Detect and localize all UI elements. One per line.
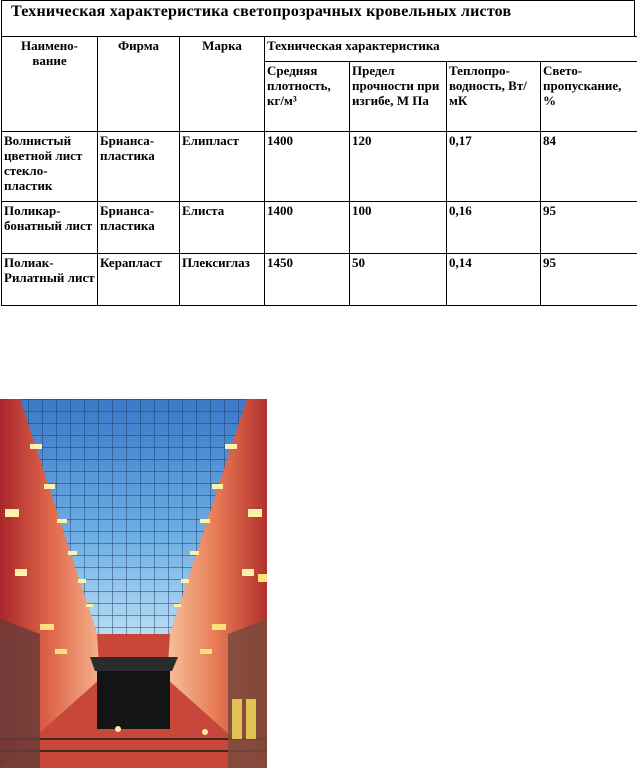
cell-brand: Елиста <box>180 202 265 254</box>
cell-light: 95 <box>541 202 637 254</box>
cell-name: Волнистый цветной лист стекло-пластик <box>2 132 98 202</box>
cell-brand: Елипласт <box>180 132 265 202</box>
cell-name: Поликар-бонатный лист <box>2 202 98 254</box>
header-thermal: Теплопро-водность, Вт/мК <box>447 62 541 132</box>
cell-density: 1450 <box>265 254 350 306</box>
page-title: Техническая характеристика светопрозрачных кровельных листов <box>11 3 512 20</box>
table-row <box>2 202 637 254</box>
cell-strength: 120 <box>350 132 447 202</box>
header-brand: Марка <box>180 37 265 132</box>
cell-light: 95 <box>541 254 637 306</box>
cell-strength: 100 <box>350 202 447 254</box>
cell-strength: 50 <box>350 254 447 306</box>
cell-firm: Брианса-пластика <box>98 202 180 254</box>
header-density: Средняя плотность, кг/м³ <box>265 62 350 132</box>
cell-brand: Плексиглаз <box>180 254 265 306</box>
cell-density: 1400 <box>265 202 350 254</box>
cell-thermal: 0,16 <box>447 202 541 254</box>
header-name: Наимено-вание <box>2 37 98 132</box>
spec-table <box>1 36 637 306</box>
atrium-illustration <box>0 399 267 768</box>
cell-name: Полиак-Рилатный лист <box>2 254 98 306</box>
header-row-1 <box>2 37 637 62</box>
header-firm: Фирма <box>98 37 180 132</box>
cell-firm: Кераплаcт <box>98 254 180 306</box>
cell-light: 84 <box>541 132 637 202</box>
cell-firm: Брианса-пластика <box>98 132 180 202</box>
header-strength: Предел прочности при изгибе, М Па <box>350 62 447 132</box>
cell-thermal: 0,14 <box>447 254 541 306</box>
header-light: Свето-пропускание, % <box>541 62 637 132</box>
table-row <box>2 132 637 202</box>
title-box <box>1 0 635 36</box>
cell-density: 1400 <box>265 132 350 202</box>
atrium-photo <box>0 399 267 768</box>
header-tech-group: Техническая характеристика <box>265 37 637 62</box>
table-row <box>2 254 637 306</box>
cell-thermal: 0,17 <box>447 132 541 202</box>
